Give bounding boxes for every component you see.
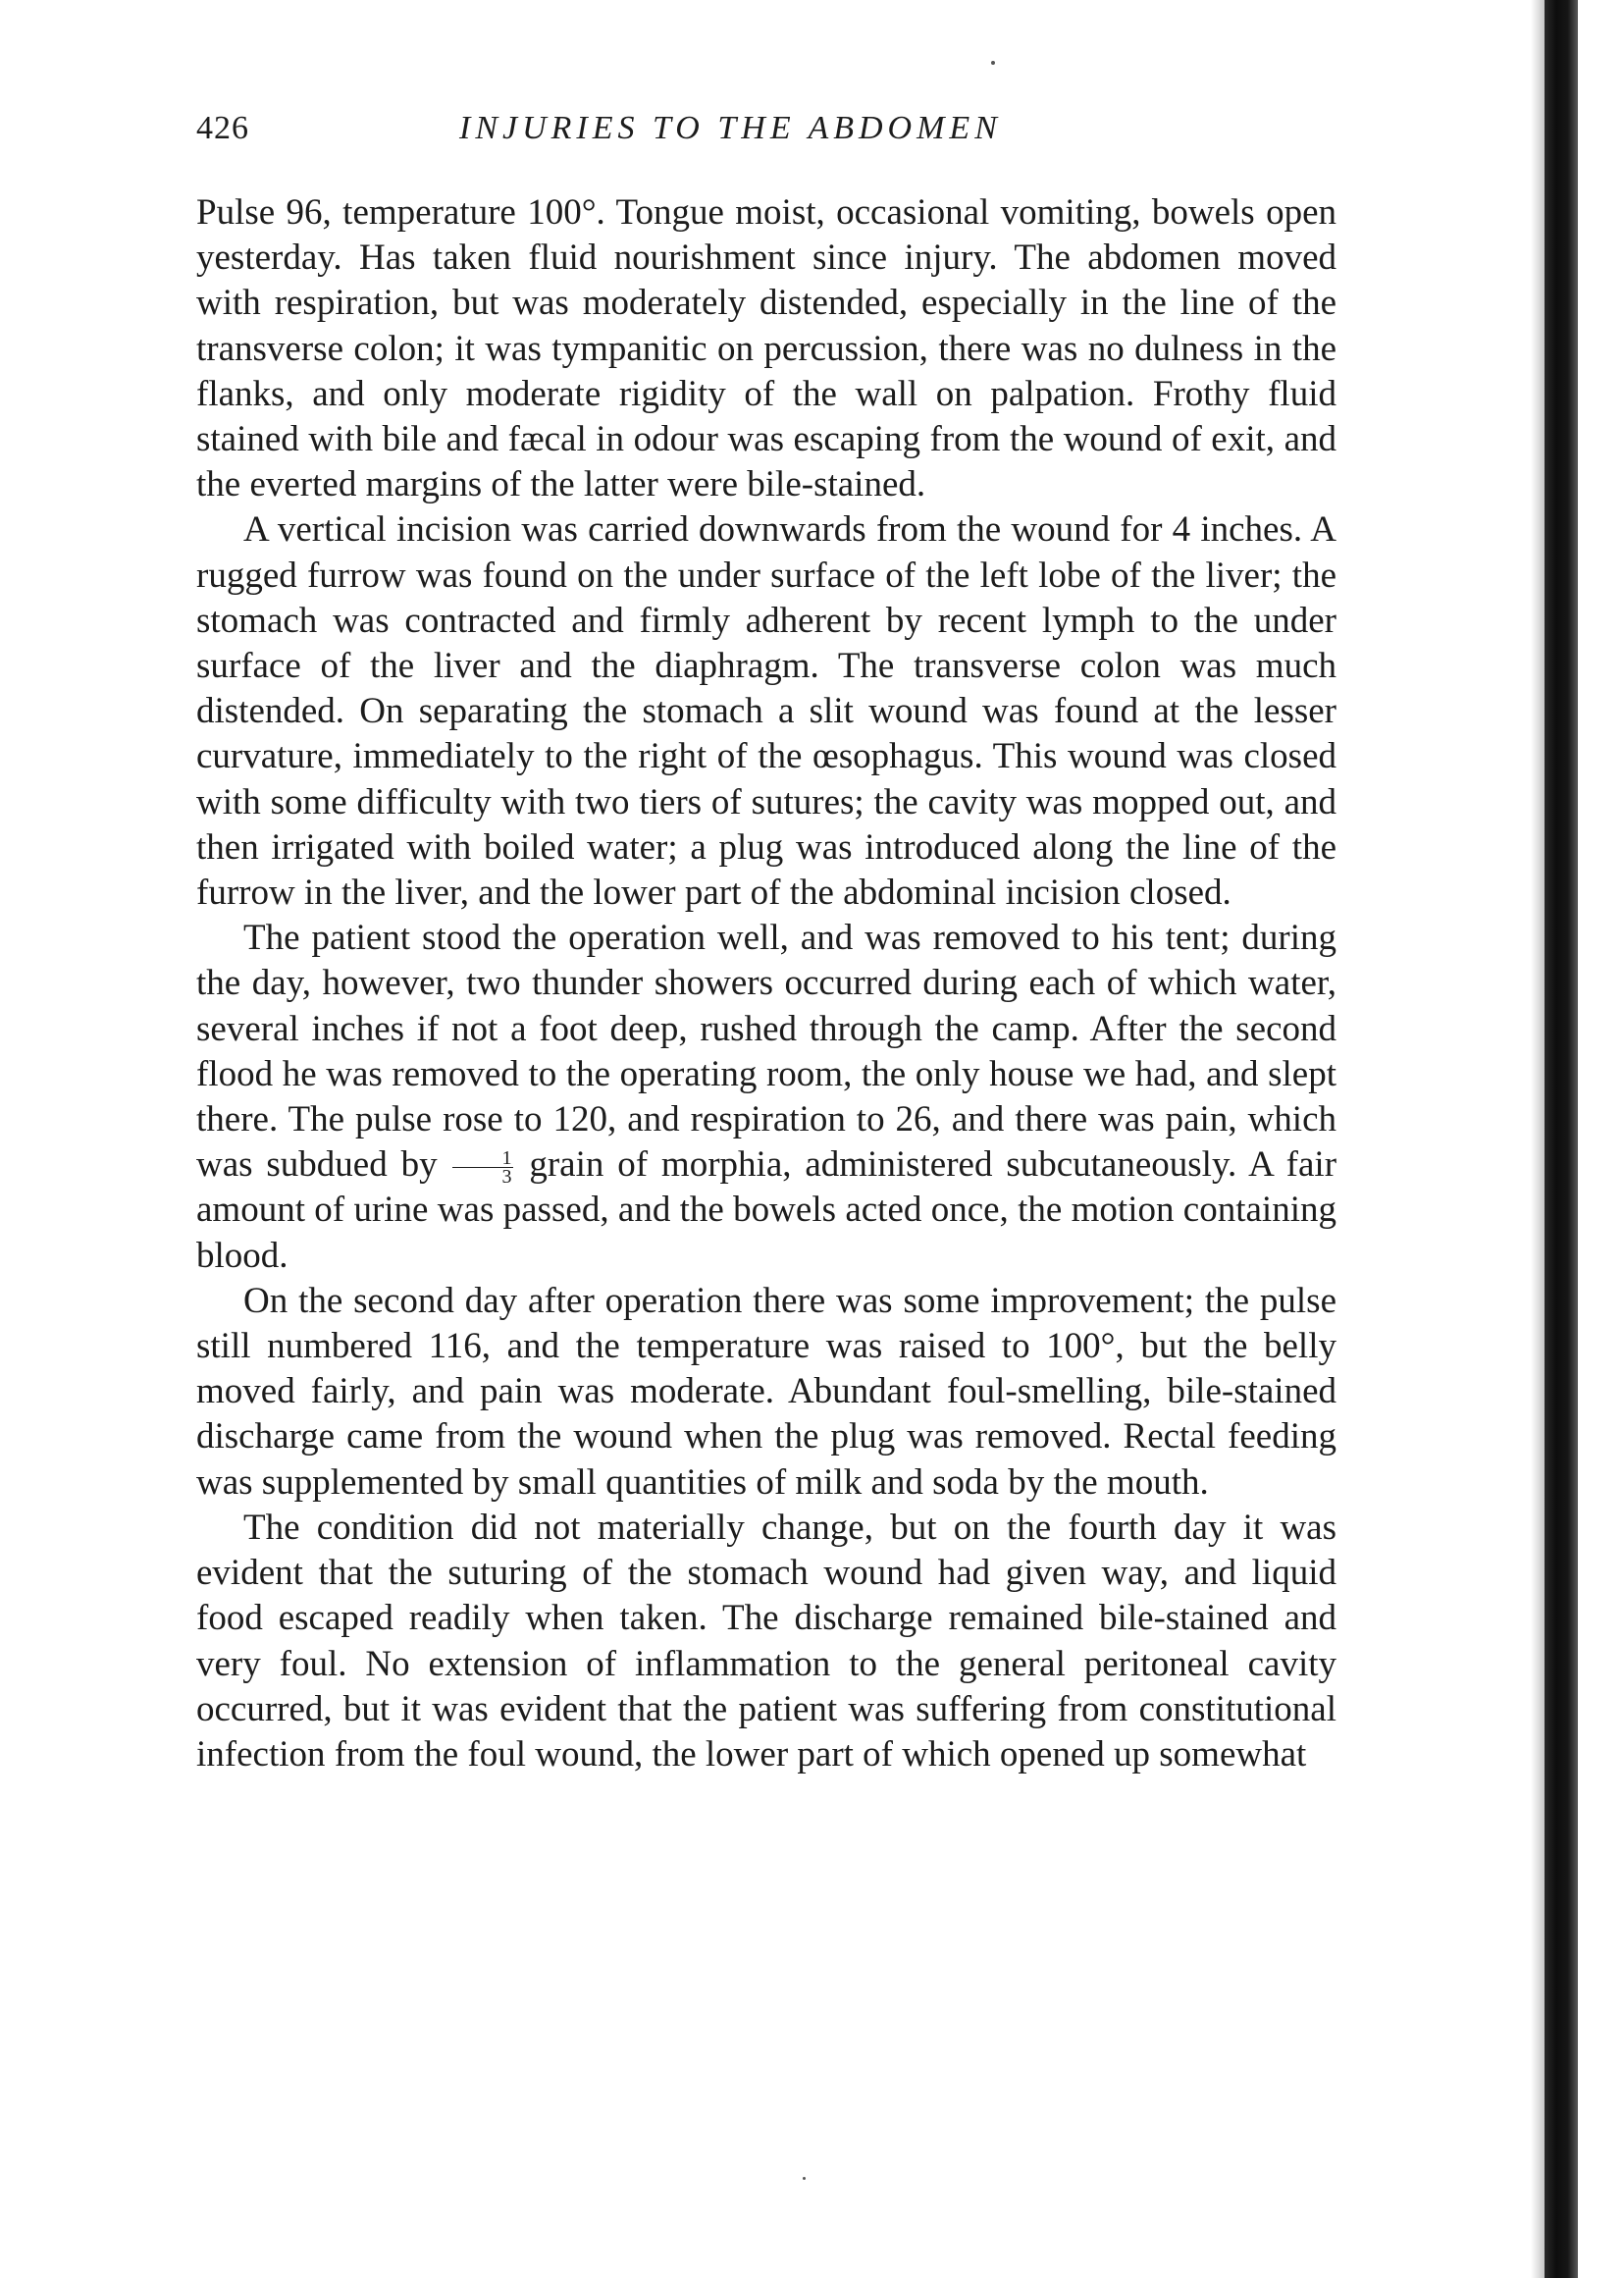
paragraph-3	[196, 916, 1336, 1279]
running-head: INJURIES TO THE ABDOMEN	[459, 110, 1002, 146]
body-text	[196, 190, 1336, 1777]
paragraph-2: A vertical incision was carried downwards from the wound for 4 inches. A rugged furrow was found on the under surface of the left lobe of the liver; the stomach was contracted and firmly adherent by recent lymph to the under surface of the liver and the diaphragm. The transverse colon was much distended. On separating the stomach a slit wound was found at the lesser curvature, immediately to the right of the œsophagus. This wound was closed with some difficulty with two tiers of sutures; the cavity was mopped out, and then irrigated with boiled water; a plug was introduced along the line of the furrow in the liver, and the lower part of the abdominal incision closed.	[196, 509, 1336, 914]
fraction-denominator: 3	[501, 1166, 512, 1189]
paragraph-4: On the second day after operation there was some improvement; the pulse still numbered 116, and the temperature was raised to 100°, but the belly moved fairly, and pain was moderate. Abundant foul-smelling, bile-stained discharge came from the wound when the plug was removed. Rectal feeding was supplemented by small quantities of milk and soda by the mouth.	[196, 1280, 1336, 1503]
scan-speck	[803, 2177, 806, 2180]
fraction-one-third	[452, 1147, 513, 1189]
paragraph-5: The condition did not materially change, but on the fourth day it was evident that the suturing of the stomach wound had given way, and liquid food escaped readily when taken. The discharge remained bile-stained and very foul. No extension of inflammation to the general peritoneal cavity occurred, but it was evident that the patient was suffering from constitutional infection from the foul wound, the lower part of which opened up somewhat	[196, 1507, 1336, 1775]
paragraph-1: Pulse 96, temperature 100°. Tongue moist, occasional vomiting, bowels open yesterday. Has taken fluid nourishment since injury. The abdomen moved with respiration, but was moderately distended, especially in the line of the transverse colon; it was tympanitic on percussion, there was no dulness in the flanks, and only moderate rigidity of the wall on palpation. Frothy fluid stained with bile and fæcal in odour was escaping from the wound of exit, and the everted margins of the latter were bile-stained.	[196, 192, 1336, 505]
binding-edge	[1545, 0, 1578, 2278]
scan-speck	[991, 61, 995, 65]
paragraph-3-before: The patient stood the operation well, and was removed to his tent; during the day, however, two thunder showers occurred during each of which water, several inches if not a foot deep, rushed through the camp. After the second flood he was removed to the operating room, the only house we had, and slept there. The pulse rose to 120, and respiration to 26, and there was pain, which was subdued by	[196, 918, 1336, 1186]
page-number: 426	[196, 110, 249, 146]
page-header	[196, 110, 1354, 159]
paragraph-3-after: grain of morphia, administered subcutaneously. A fair amount of urine was passed, and the bowels acted once, the motion containing blood.	[196, 1144, 1337, 1276]
fraction-numerator: 1	[452, 1149, 513, 1168]
